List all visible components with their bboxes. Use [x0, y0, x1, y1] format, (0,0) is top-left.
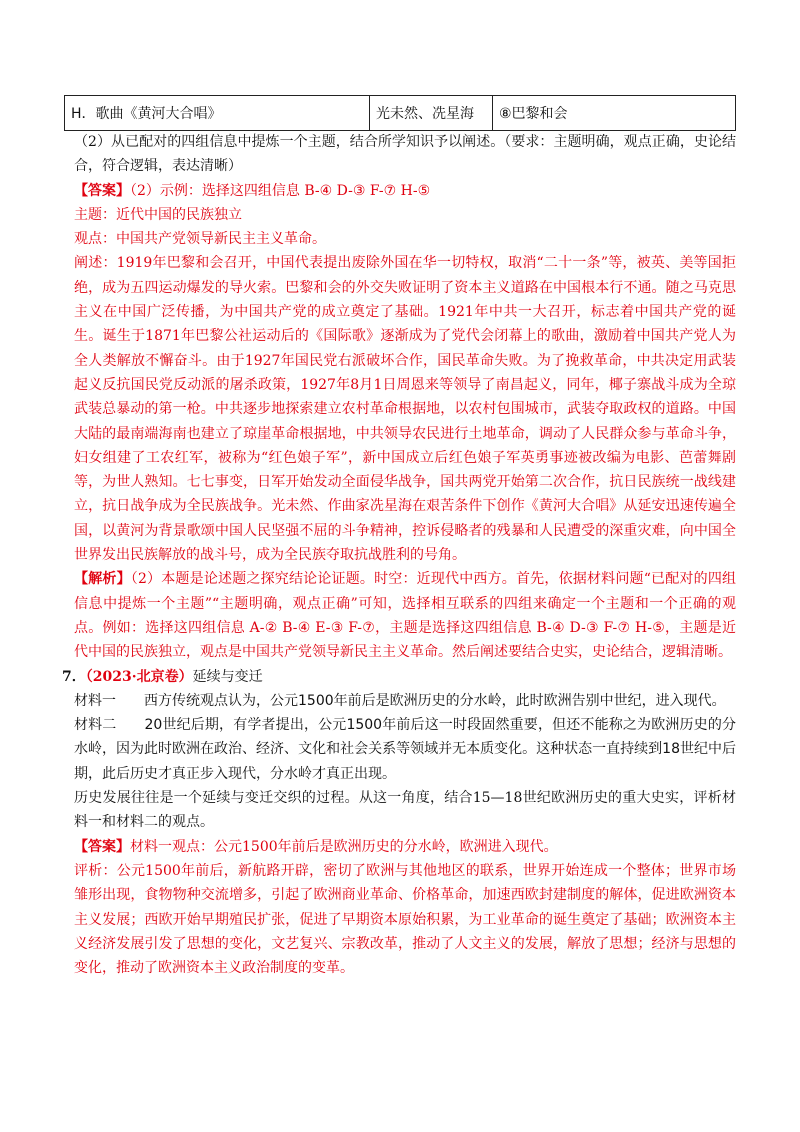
table-cell: H．歌曲《黄河大合唱》 — [65, 96, 370, 131]
material-1-text: 西方传统观点认为，公元1500年前后是欧洲历史的分水岭，此时欧洲告别中世纪，进入现代。 — [144, 692, 726, 709]
table-cell: ⑧巴黎和会 — [493, 96, 736, 131]
answer-2-text: 材料一观点：公元1500年前后是欧洲历史的分水岭，欧洲进入现代。 — [130, 838, 558, 855]
analysis-text: （2）本题是论述题之探究结论论证题。时空：近现代中西方。首先，依据材料问题“已配对的四组信息中提炼一个主题”“主题明确，观点正确”可知，选择相互联系的四组来确定一个主题和一个正确的观点。例如：选择这四组信息 A-② B-④ E-③ F-⑦，主题是选择这四组信息 B-④ D-③ F-⑦ H-⑤，主题是近代中国的民族独立，观点是中国共产党领导新民主主义革命。然后阐述要结合史实，史论结合，逻辑清晰。 — [74, 571, 737, 661]
answer-block — [74, 179, 736, 203]
answer-elaboration: 阐述：1919年巴黎和会召开，中国代表提出废除外国在华一切特权，取消“二十一条”等，被英、美等国拒绝，成为五四运动爆发的导火索。巴黎和会的外交失败证明了资本主义道路在中国根本行不通。随之马克思主义在中国广泛传播，为中国共产党的成立奠定了基础。1921年中共一大召开，标志着中国共产党的诞生。诞生于1871年巴黎公社运动后的《国际歌》逐渐成为了党代会闭幕上的歌曲，激励着中国共产党人为全人类解放不懈奋斗。由于1927年国民党右派破坏合作，国民革命失败。为了挽救革命，中共决定用武装起义反抗国民党反动派的屠杀政策，1927年8月1日周恩来等领导了南昌起义，同年，椰子寨战斗成为全琼武装总暴动的第一枪。中共逐步地探索建立农村革命根据地，以农村包围城市，武装夺取政权的道路。中国大陆的最南端海南也建立了琼崖革命根据地，中共领导农民进行土地革命，调动了人民群众参与革命斗争，妇女组建了工农红军，被称为“红色娘子军”，新中国成立后红色娘子军英勇事迹被改编为电影、芭蕾舞剧等，为世人熟知。七七事变，日军开始发动全面侵华战争，国共两党开始第二次合作，抗日民族统一战线建立，抗日战争成为全民族战争。光未然、作曲家冼星海在艰苦条件下创作《黄河大合唱》从延安迅速传遍全国，以黄河为背景歌颂中国人民坚强不屈的斗争精神，控诉侵略者的残暴和人民遭受的深重灾难，向中国全世界发出民族解放的战斗号，成为全民族夺取抗战胜利的号角。 — [74, 255, 736, 564]
answer-tag: 【答案】 — [74, 182, 130, 199]
material-1 — [74, 689, 736, 713]
table-cell: 光未然、冼星海 — [370, 96, 493, 131]
material-1-label: 材料一 — [74, 692, 116, 709]
pairing-table — [64, 95, 736, 131]
analysis-block — [74, 567, 736, 664]
table-row — [65, 96, 736, 131]
answer-text: （2）示例：选择这四组信息 B-④ D-③ F-⑦ H-⑤ — [130, 182, 431, 199]
question-7-prompt: 历史发展往往是一个延续与变迁交织的过程。从这一角度，结合15—18世纪欧洲历史的重大史实，评析材料一和材料二的观点。 — [74, 790, 736, 831]
question-number: 7． — [62, 668, 86, 685]
answer-2-block — [74, 835, 736, 859]
question-source: （2023·北京卷） — [85, 668, 193, 685]
answer-theme: 主题：近代中国的民族独立 — [74, 206, 242, 223]
question-2-text: （2）从已配对的四组信息中提炼一个主题，结合所学知识予以阐述。（要求：主题明确，观点正确，史论结合，符合逻辑，表达清晰） — [74, 134, 736, 175]
answer-2-evaluation: 评析：公元1500年前后，新航路开辟，密切了欧洲与其他地区的联系，世界开始连成一个整体；世界市场雏形出现，食物物种交流增多，引起了欧洲商业革命、价格革命，加速西欧封建制度的解体，促进欧洲资本主义发展；西欧开始早期殖民扩张，促进了早期资本原始积累，为工业革命的诞生奠定了基础；欧洲资本主义经济发展引发了思想的变化，文艺复兴、宗教改革，推动了人文主义的发展，解放了思想；经济与思想的变化，推动了欧洲资本主义政治制度的变革。 — [74, 862, 736, 977]
answer-view: 观点：中国共产党领导新民主主义革命。 — [74, 231, 326, 248]
material-2-label: 材料二 — [74, 717, 117, 734]
material-2-text: 20世纪后期，有学者提出，公元1500年前后这一时段固然重要，但还不能称之为欧洲历史的分水岭，因为此时欧洲在政治、经济、文化和社会关系等领域并无本质变化。这种状态一直持续到18世纪中后期，此后历史才真正步入现代，分水岭才真正出现。 — [74, 717, 736, 782]
answer-2-tag: 【答案】 — [74, 838, 130, 855]
question-7-heading — [62, 665, 736, 689]
question-title: 延续与变迁 — [192, 668, 263, 685]
analysis-tag: 【解析】 — [74, 571, 131, 588]
content-body — [62, 130, 737, 980]
material-2 — [74, 713, 736, 786]
